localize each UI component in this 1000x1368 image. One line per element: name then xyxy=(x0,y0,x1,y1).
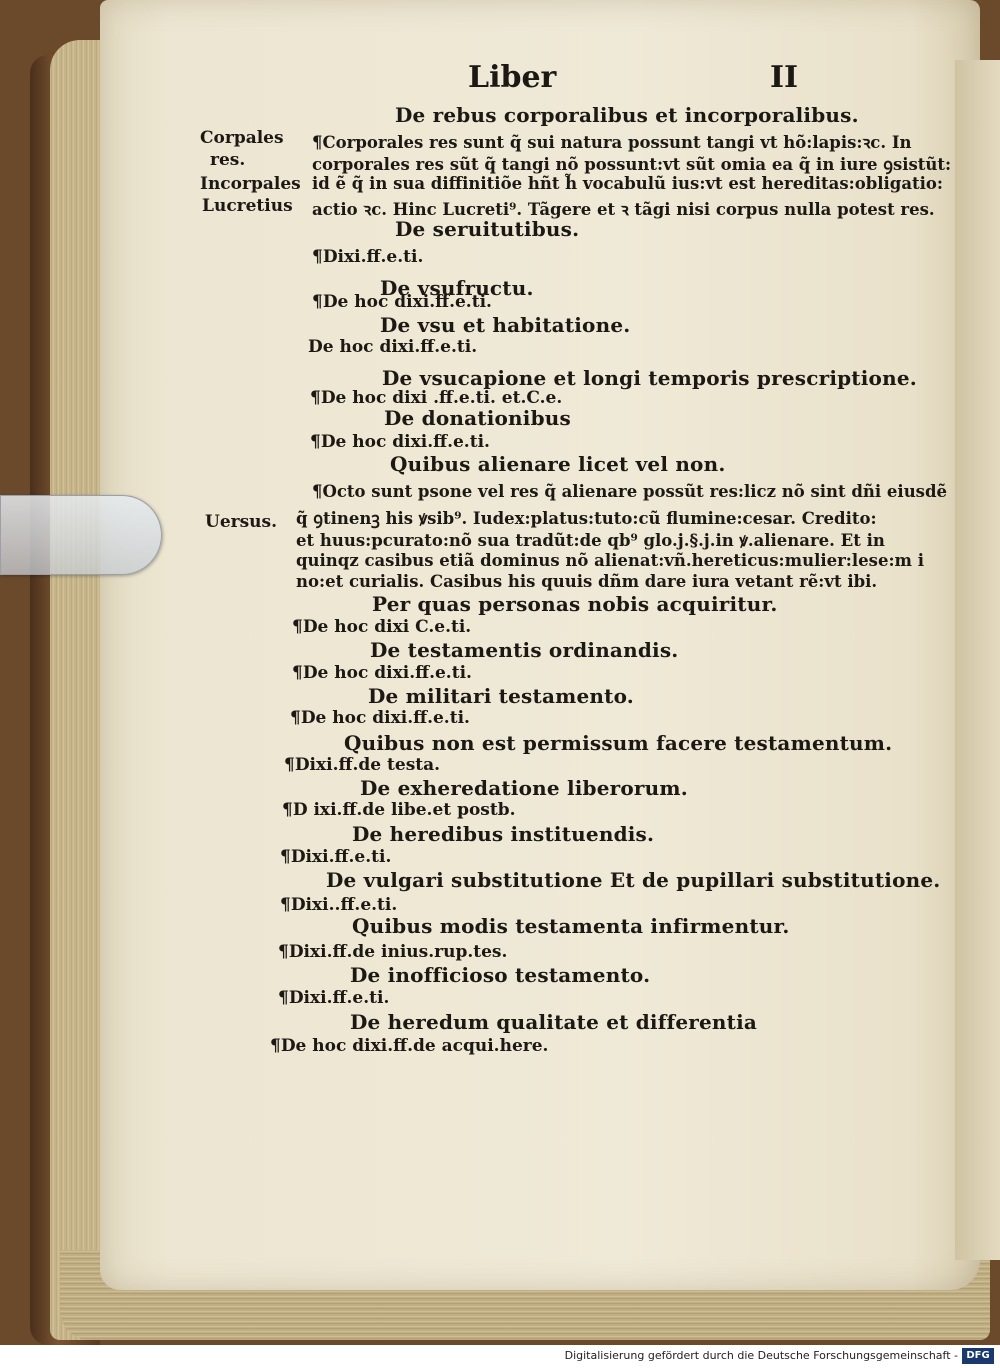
section-title: Quibus alienare licet vel non. xyxy=(390,452,726,476)
section-title: De exheredatione liberorum. xyxy=(360,776,688,800)
section-title: De heredibus instituendis. xyxy=(352,822,655,846)
reference-line: ¶De hoc dixi.ff.e.ti. xyxy=(290,708,470,728)
section-title: De heredum qualitate et differentia xyxy=(350,1010,758,1034)
section-title: De vulgari substitutione Et de pupillari substitutione. xyxy=(326,868,941,892)
body-line: q̃ ꝯtinenꝫ his ꝟsib⁹. Iudex:platus:tuto:cũ flumine:cesar. Credito: xyxy=(296,509,877,528)
margin-note: Lucretius xyxy=(202,196,293,216)
reference-line: ¶D ixi.ff.de libe.et postb. xyxy=(282,800,516,820)
reference-line: ¶Dixi.ff.e.ti. xyxy=(312,247,424,267)
dfg-logo-icon: DFG xyxy=(962,1348,994,1364)
reference-line: ¶De hoc dixi.ff.e.ti. xyxy=(292,663,472,683)
reference-line: ¶Dixi.ff.e.ti. xyxy=(280,847,392,867)
reference-line: ¶Dixi.ff.de inius.rup.tes. xyxy=(278,942,508,962)
reference-line: ¶Dixi.ff.de testa. xyxy=(284,755,441,775)
facing-page-strip xyxy=(955,60,1000,1260)
section-title: De vsu et habitatione. xyxy=(380,313,631,337)
section-title: Quibus modis testamenta infirmentur. xyxy=(352,914,790,938)
reference-line: ¶Dixi..ff.e.ti. xyxy=(280,895,398,915)
reference-line: ¶De hoc dixi.ff.de acqui.here. xyxy=(270,1036,549,1056)
section-title: De rebus corporalibus et incorporalibus. xyxy=(395,103,859,127)
body-line: ¶Octo sunt psone vel res q̃ alienare possũt res:licz nõ sint dñi eiusdẽ xyxy=(312,482,948,501)
body-line: actio ꝛc. Hinc Lucreti⁹. Tãgere et ꝛ tãgi nisi corpus nulla potest res. xyxy=(312,200,935,219)
body-line: quinqz casibus etiã dominus nõ alienat:vñ.hereticus:mulier:lese:m i xyxy=(296,551,925,570)
section-title: De inofficioso testamento. xyxy=(350,963,651,987)
body-line: id ẽ q̃ in sua diffinitiõe hñt h̃ vocabulũ ius:vt est hereditas:obligatio: xyxy=(312,174,944,193)
reference-line: ¶Dixi.ff.e.ti. xyxy=(278,988,390,1008)
body-line: et huus:pcurato:nõ sua tradũt:de qb⁹ glo.j.§.j.in ꝟ.alienare. Et in xyxy=(296,531,885,550)
body-line: no:et curialis. Casibus his quuis dñm dare iura vetant rẽ:vt ibi. xyxy=(296,572,878,591)
section-title: De donationibus xyxy=(384,406,571,430)
section-title: De seruitutibus. xyxy=(395,217,580,241)
reference-line: ¶De hoc dixi.ff.e.ti. xyxy=(310,432,490,452)
body-line: ¶Corporales res sunt q̃ sui natura possunt tangi vt hõ:lapis:ꝛc. In xyxy=(312,133,912,152)
footer-credit: Digitalisierung gefördert durch die Deutsche Forschungsgemeinschaft - xyxy=(564,1349,958,1362)
section-title: Quibus non est permissum facere testamentum. xyxy=(344,731,893,755)
reference-line: ¶De hoc dixi .ff.e.ti. et.C.e. xyxy=(310,388,563,408)
folio-number: II xyxy=(770,60,799,95)
footer-bar xyxy=(0,1345,1000,1368)
reference-line: De hoc dixi.ff.e.ti. xyxy=(308,337,478,357)
reference-line: ¶De hoc dixi C.e.ti. xyxy=(292,617,472,637)
bookmark-strip xyxy=(0,495,162,575)
margin-note: Incorpales xyxy=(200,174,301,194)
margin-note: res. xyxy=(210,150,246,170)
section-title: De vsucapione et longi temporis prescriptione. xyxy=(382,366,917,390)
section-title: De vsufructu. xyxy=(380,276,534,300)
reference-line: ¶De hoc dixi.ff.e.ti. xyxy=(312,292,492,312)
section-title: De testamentis ordinandis. xyxy=(370,638,679,662)
margin-note: Uersus. xyxy=(205,512,278,532)
running-head: Liber xyxy=(468,60,557,95)
section-title: De militari testamento. xyxy=(368,684,634,708)
section-title: Per quas personas nobis acquiritur. xyxy=(372,592,778,616)
body-line: corporales res sũt q̃ tangi nõ possunt:vt sũt omia ea q̃ in iure ꝯsistũt: xyxy=(312,155,952,174)
margin-note: Corpales xyxy=(200,128,284,148)
